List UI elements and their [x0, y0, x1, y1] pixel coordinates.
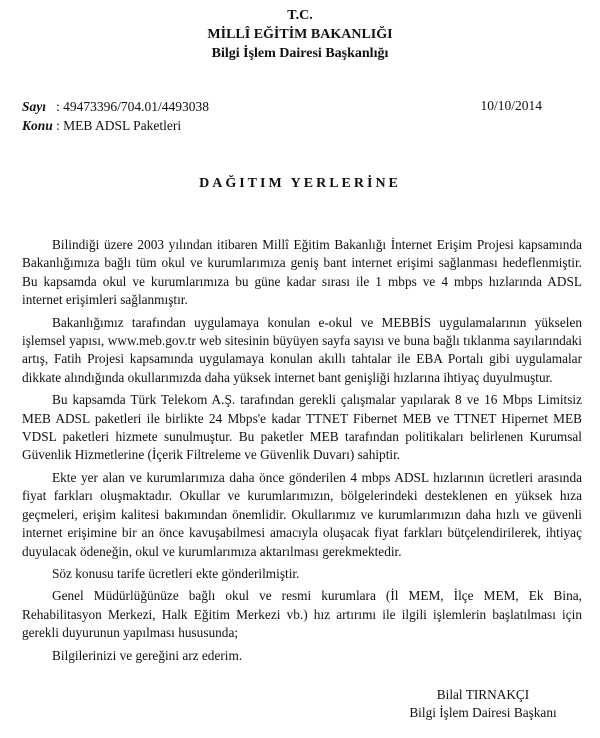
signatory-name: Bilal TIRNAKÇI: [436, 687, 530, 702]
paragraph-6: Genel Müdürlüğünüze bağlı okul ve resmi kurumlara (İl MEM, İlçe MEM, Ek Bina, Rehabilitasyon Merkezi, Halk Eğitim Merkezi vb.) hız artırımı ile ilgili işlemlerin başlatılması için gerekli duyurunun yapılması hususunda;: [22, 588, 582, 641]
paragraph-3: Bu kapsamda Türk Telekom A.Ş. tarafından gerekli çalışmalar yapılarak 8 ve 16 Mbps Limitsiz MEB ADSL paketleri ile birlikte 24 Mbps'e kadar TTNET Fibernet MEB ve TTNET Hipernet MEB VDSL paketleri hizmete sunulmuştur. Bu paketler MEB tarafından politikaları belirlenen Kurumsal Güvenlik Hizmetlerine (İçerik Filtreleme ve Güvenlik Duvarı) sahiptir.: [22, 392, 582, 463]
letterhead-tc: T.C.: [287, 8, 313, 23]
subject-value: : MEB ADSL Paketleri: [56, 118, 182, 133]
subject-row: [22, 117, 582, 135]
distribution-heading: DAĞITIM YERLERİNE: [199, 176, 401, 191]
letter-body: [22, 236, 582, 669]
letterhead: [0, 6, 600, 63]
signature-block: [388, 686, 578, 723]
paragraph-7: Bilgilerinizi ve gereğini arz ederim.: [52, 647, 243, 663]
paragraph-1: Bilindiği üzere 2003 yılından itibaren Millî Eğitim Bakanlığı İnternet Erişim Projesi kapsamında Bakanlığımıza bağlı tüm okul ve kurumlarımıza geniş bant internet erişimi sağlanması hedeflenmiştir. Bu kapsamda okul ve kurumlarımıza bu güne kadar sırası ile 1 mbps ve 4 mbps hızlarında ADSL internet erişimleri sağlanmıştır.: [22, 237, 582, 308]
paragraph-4: Ekte yer alan ve kurumlarımıza daha önce gönderilen 4 mbps ADSL hızlarının ücretleri arasında fiyat farkları oluşmaktadır. Okullar ve kurumlarımızın, bölgelerindeki desteklenen en yüksek hıza geçmeleri, erişim kalitesi bakımından önemlidir. Okullarımız ve kurumlarımızın daha hızlı ve güvenli internet erişimine bir an önce kavuşabilmesi amacıyla oluşacak fiyat farkları bütçelendirilerek, ihtiyaç duyulacak ödeneğin, okul ve kurumlarımıza aktarılması gerekmektedir.: [22, 469, 582, 559]
subject-label: Konu: [22, 118, 53, 133]
reference-number-label: Sayı: [22, 99, 47, 114]
signatory-title: Bilgi İşlem Dairesi Başkanı: [409, 705, 557, 721]
letterhead-department: Bilgi İşlem Dairesi Başkanlığı: [211, 46, 389, 61]
letterhead-ministry: MİLLÎ EĞİTİM BAKANLIĞI: [207, 27, 393, 42]
paragraph-2: Bakanlığımız tarafından uygulamaya konulan e-okul ve MEBBİS uygulamalarının yükselen işlemsel yapısı, www.meb.gov.tr web sitesinin büyüyen sayfa sayısı ve buna bağlı tıklanma sayılarındaki artış, Fatih Projesi kapsamında uygulamaya konulan akıllı tahtalar ile EBA Portalı gibi uygulamalar dikkate alındığında okullarımızda daha yüksek internet bant genişliği hızlarına ihtiyaç duyulmuştur.: [22, 314, 582, 385]
paragraph-5: Söz konusu tarife ücretleri ekte gönderilmiştir.: [52, 565, 300, 581]
document-date: 10/10/2014: [480, 98, 542, 113]
reference-number-value: : 49473396/704.01/4493038: [56, 99, 210, 114]
